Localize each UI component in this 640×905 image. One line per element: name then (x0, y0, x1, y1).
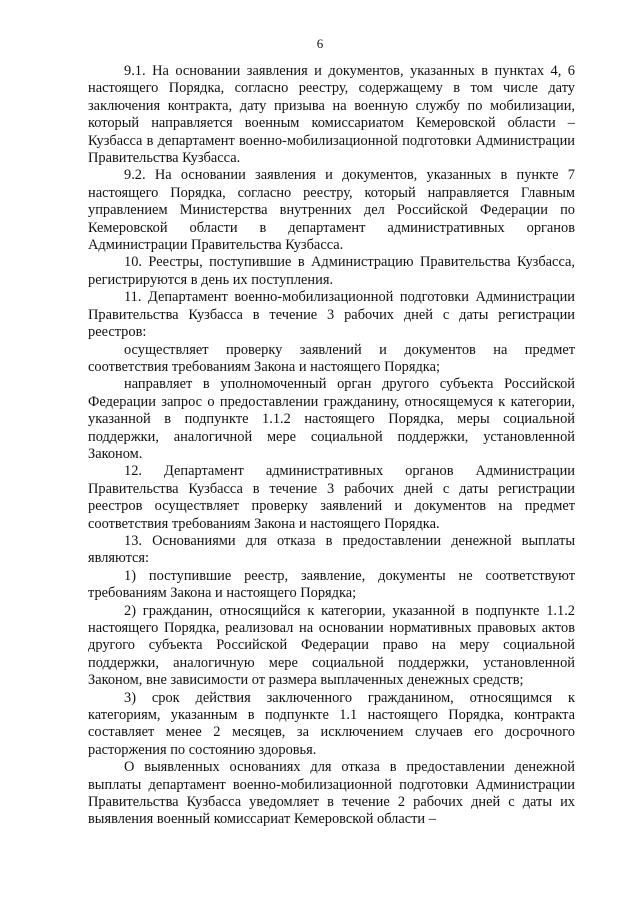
paragraph-9-2: 9.2. На основании заявления и документов, указанных в пункте 7 настоящего Порядка, согласно реестру, который направляется Главным управлением Министерства внутренних дел Российской Федерации по Кемеровской области в департамент административных органов Администрации Правительства Кузбасса. (88, 167, 575, 254)
paragraph-11-check: осуществляет проверку заявлений и документов на предмет соответствия требованиям Закона и настоящего Порядка; (88, 341, 575, 375)
paragraph-refusal-notice: О выявленных основаниях для отказа в предоставлении денежной выплаты департамент военно-мобилизационной подготовки Администрации Правительства Кузбасса уведомляет в течение 2 рабочих дней с даты их выявления военный комиссариат Кемеровской области – (88, 759, 575, 828)
document-body (88, 63, 575, 829)
page-number: 6 (316, 36, 324, 51)
paragraph-13-item-2: 2) гражданин, относящийся к категории, указанной в подпункте 1.1.2 настоящего Порядка, реализовал на основании нормативных правовых актов другого субъекта Российской Федерации право на меру социальной поддержки, аналогичную мере социальной поддержки, установленной Законом, вне зависимости от размера выплаченных денежных средств; (88, 602, 575, 689)
paragraph-12: 12. Департамент административных органов Администрации Правительства Кузбасса в течение 3 рабочих дней с даты регистрации реестров осуществляет проверку заявлений и документов на предмет соответствия требованиям Закона и настоящего Порядка. (88, 463, 575, 532)
paragraph-10: 10. Реестры, поступившие в Администрацию Правительства Кузбасса, регистрируются в день их поступления. (88, 254, 575, 288)
paragraph-9-1: 9.1. На основании заявления и документов, указанных в пунктах 4, 6 настоящего Порядка, согласно реестру, содержащему в том числе дату заключения контракта, дату призыва на военную службу по мобилизации, который направляется военным комиссариатом Кемеровской области – Кузбасса в департамент военно-мобилизационной подготовки Администрации Правительства Кузбасса. (88, 63, 575, 167)
paragraph-13: 13. Основаниями для отказа в предоставлении денежной выплаты являются: (88, 532, 575, 567)
paragraph-11: 11. Департамент военно-мобилизационной подготовки Администрации Правительства Кузбасса в течение 3 рабочих дней с даты регистрации реестров: (88, 289, 575, 341)
paragraph-13-item-3: 3) срок действия заключенного гражданином, относящимся к категориям, указанным в подпункте 1.1 настоящего Порядка, контракта составляет менее 2 месяцев, за исключением случаев его досрочного расторжения по состоянию здоровья. (88, 689, 575, 758)
paragraph-13-item-1: 1) поступившие реестр, заявление, документы не соответствуют требованиям Закона и настоящего Порядка; (88, 567, 575, 602)
paragraph-11-request: направляет в уполномоченный орган другого субъекта Российской Федерации запрос о предоставлении гражданину, относящемуся к категории, указанной в подпункте 1.1.2 настоящего Порядка, меры социальной поддержки, аналогичной мере социальной поддержки, установленной Законом. (88, 376, 575, 462)
